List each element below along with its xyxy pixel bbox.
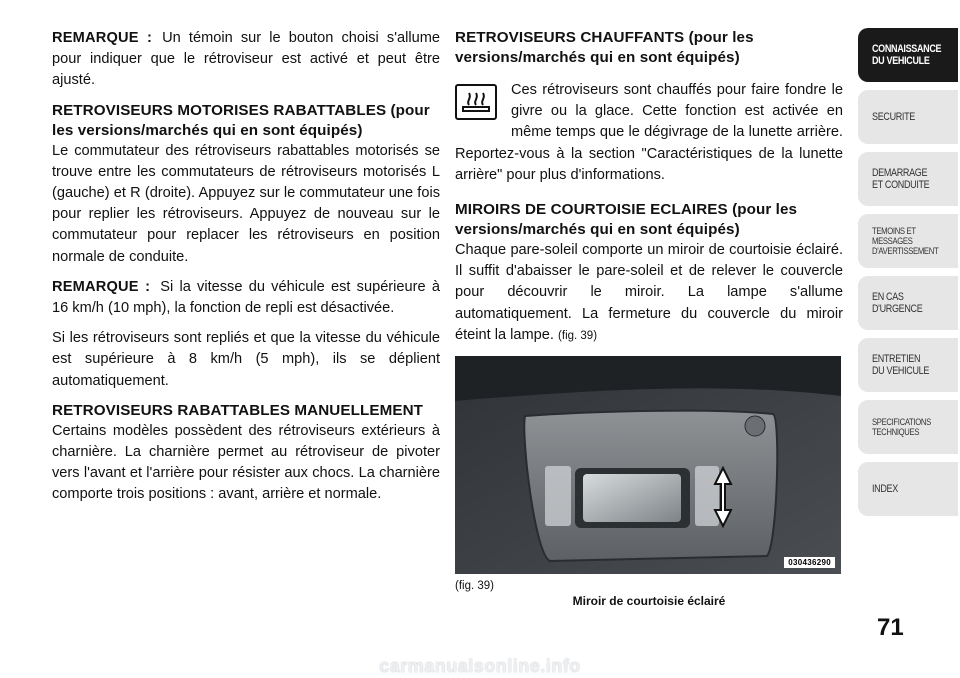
- section-text-manual-folding-mirrors: Certains modèles possèdent des rétroviseurs extérieurs à charnière. La charnière permet au rétroviseur de pivoter vers l'avant et l'arrière pour résister aux chocs. La charnière comporte trois positions : avant, arrière et normale.: [52, 422, 440, 503]
- right-column: [455, 28, 843, 608]
- auto-unfold-paragraph: Si les rétroviseurs sont repliés et que la vitesse du véhicule est supérieure à 8 km/h (5 mph), ils se déplient automatiquement.: [52, 330, 440, 389]
- vanity-mirror-text: Chaque pare-soleil comporte un miroir de courtoisie éclairé. Il suffit d'abaisser le pare-soleil et de relever le couvercle pour découvrir le miroir. La lampe s'allume automatiquement. La fermeture du couvercle du miroir éteint la lampe.: [455, 242, 843, 343]
- left-column: [52, 28, 440, 515]
- note-text-1: Un témoin sur le bouton choisi s'allume pour indiquer que le rétroviseur est activé et peut être ajusté.: [52, 30, 440, 89]
- tab-demarrage-et-conduite[interactable]: DEMARRAGE ET CONDUITE: [858, 152, 958, 206]
- heated-mirror-icon: [455, 84, 497, 120]
- section-text-heated-mirrors: Ces rétroviseurs sont chauffés pour faire fondre le givre ou la glace. Cette fonction est activée en même temps que le dégivrage de la lunette arrière. Reportez-vous à la section "Caractéristiques de la lunette arrière" pour plus d'informations.: [455, 82, 843, 183]
- heated-mirror-block: [455, 80, 843, 186]
- figure-caption: Miroir de courtoisie éclairé: [572, 594, 726, 609]
- note-paragraph-2: [52, 277, 440, 319]
- watermark-text: carmanualsonline.info: [379, 655, 581, 676]
- tab-securite[interactable]: SECURITE: [858, 90, 958, 144]
- figure-reference-inline: (fig. 39): [558, 329, 598, 342]
- tab-connaissance-du-vehicule[interactable]: CONNAISSANCE DU VEHICULE: [858, 28, 958, 82]
- page-number: 71: [877, 614, 904, 641]
- tab-specifications-techniques[interactable]: SPECIFICATIONS TECHNIQUES: [858, 400, 958, 454]
- figure-reference: (fig. 39): [455, 580, 494, 593]
- section-text-power-folding-mirrors: Le commutateur des rétroviseurs rabattables motorisés se trouve entre les commutateurs de rétroviseurs motorisés L (gauche) et R (droite). Appuyez sur le commutateur une fois pour replier les rétroviseurs. Appuyez de nouveau sur le commutateur pour replacer les rétroviseurs en position normale de conduite.: [52, 142, 440, 265]
- section-title-vanity-mirrors: MIROIRS DE COURTOISIE ECLAIRES (pour les versions/marchés qui en sont équipés): [455, 201, 798, 239]
- section-text-vanity-mirrors: [455, 240, 843, 347]
- note-text-2: Si la vitesse du véhicule est supérieure à 16 km/h (10 mph), la fonction de repli est désactivée.: [52, 278, 440, 317]
- section-title-manual-folding-mirrors: RETROVISEURS RABATTABLES MANUELLEMENT: [52, 401, 424, 419]
- tab-index[interactable]: INDEX: [858, 462, 958, 516]
- section-title-power-folding-mirrors: RETROVISEURS MOTORISES RABATTABLES (pour les versions/marchés qui en sont équipés): [52, 101, 430, 139]
- note-paragraph-1: [52, 28, 440, 92]
- chapter-tabs: [858, 28, 958, 524]
- tab-entretien-du-vehicule[interactable]: ENTRETIEN DU VEHICULE: [858, 338, 958, 392]
- photo-code: 030436290: [784, 557, 835, 568]
- vanity-mirror-photo: [455, 356, 841, 574]
- tab-en-cas-d-urgence[interactable]: EN CAS D'URGENCE: [858, 276, 958, 330]
- section-title-heated-mirrors: RETROVISEURS CHAUFFANTS (pour les versions/marchés qui en sont équipés): [455, 29, 754, 66]
- watermark: [0, 654, 960, 678]
- tab-temoins-et-messages[interactable]: TEMOINS ET MESSAGES D'AVERTISSEMENT: [858, 214, 958, 268]
- note-label-1: REMARQUE :: [52, 30, 153, 46]
- note-label-2: REMARQUE :: [52, 278, 151, 295]
